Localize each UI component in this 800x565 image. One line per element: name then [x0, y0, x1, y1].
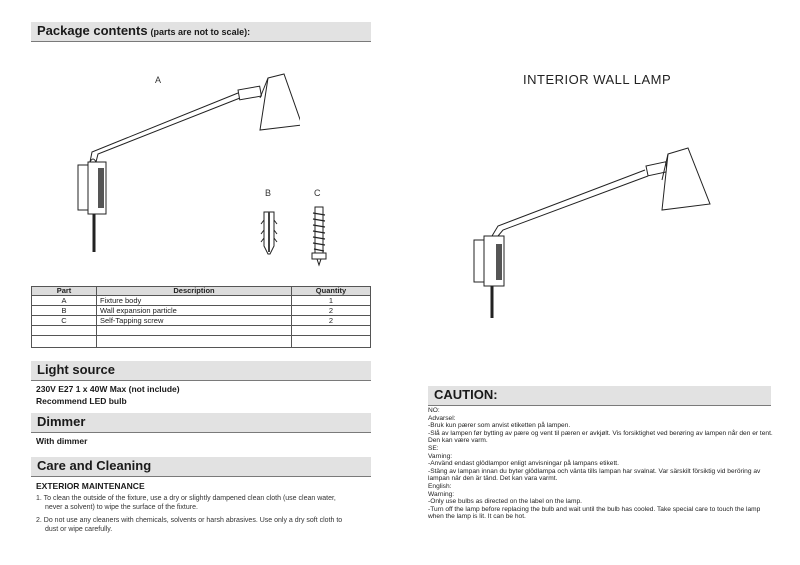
caution-line: Warning: [428, 490, 455, 498]
part-label-c: C [314, 188, 321, 198]
package-contents-title: Package contents (parts are not to scale): [37, 23, 251, 38]
cell-part [32, 336, 97, 348]
part-label-b: B [265, 188, 272, 198]
cell-quantity: 1 [292, 296, 371, 306]
dimmer-title: Dimmer [37, 414, 86, 429]
wall-anchor-illustration [258, 208, 280, 258]
cell-quantity: 2 [292, 316, 371, 326]
cell-description: Self-Tapping screw [97, 316, 292, 326]
cell-description: Fixture body [97, 296, 292, 306]
caution-line: -Stäng av lampan innan du byter glödlampa och vänta tills lampan har svalnat. Var särskilt försiktig vid beröring av lampan när den är tänd. Det kan vara varmt. [428, 467, 761, 483]
caution-line: -Turn off the lamp before replacing the bulb and wait until the bulb has cooled. Take special care to touch the lamp when the lamp is lit. It can be hot. [428, 505, 761, 521]
caution-line: -Bruk kun pærer som anvist etiketten på lampen. [428, 422, 571, 430]
light-source-recommendation: Recommend LED bulb [36, 396, 127, 406]
parts-table [31, 286, 371, 348]
caution-header [428, 386, 771, 406]
table-row [32, 336, 371, 348]
cell-description [97, 336, 292, 348]
product-title: INTERIOR WALL LAMP [523, 72, 672, 87]
screw-illustration [308, 205, 330, 267]
caution-line: NO: [428, 407, 440, 414]
cell-part [32, 326, 97, 336]
package-contents-note: (parts are not to scale): [150, 27, 251, 37]
cell-part: B [32, 306, 97, 316]
package-contents-header [31, 22, 371, 42]
cell-quantity [292, 336, 371, 348]
col-header-part: Part [32, 287, 97, 296]
caution-line: SE: [428, 444, 439, 452]
care-cleaning-header [31, 457, 371, 477]
table-row [32, 316, 371, 326]
cell-quantity: 2 [292, 306, 371, 316]
table-header-row [32, 287, 371, 296]
caution-title: CAUTION: [434, 387, 498, 402]
caution-line: Advarsel: [428, 414, 456, 422]
care-item-2 [36, 516, 381, 534]
care-cleaning-title: Care and Cleaning [37, 458, 152, 473]
care-item-1 [36, 494, 381, 512]
caution-line: -Only use bulbs as directed on the label on the lamp. [428, 498, 582, 506]
care-item-1-line-1: 1. To clean the outside of the fixture, use a dry or slightly dampened clean cloth (use clean water, [36, 495, 336, 502]
caution-line: Varning: [428, 452, 453, 460]
care-item-1-line-2: never a solvent) to wipe the surface of the fixture. [45, 504, 198, 511]
light-source-header [31, 361, 371, 381]
dimmer-text: With dimmer [36, 436, 88, 446]
care-item-2-line-1: 2. Do not use any cleaners with chemicals, solvents or harsh abrasives. Use only a dry soft cloth to [36, 517, 343, 524]
table-row [32, 306, 371, 316]
cell-part: C [32, 316, 97, 326]
caution-body [428, 407, 773, 521]
caution-line: English: [428, 482, 452, 490]
cell-description: Wall expansion particle [97, 306, 292, 316]
wall-lamp-illustration [470, 140, 730, 320]
light-source-spec: 230V E27 1 x 40W Max (not include) [36, 384, 180, 394]
light-source-title: Light source [37, 362, 116, 377]
exterior-maintenance-subtitle: EXTERIOR MAINTENANCE [36, 481, 145, 491]
table-row [32, 326, 371, 336]
cell-part: A [32, 296, 97, 306]
table-row [32, 296, 371, 306]
part-label-a: A [155, 75, 162, 85]
dimmer-header [31, 413, 371, 433]
caution-line: -Slå av lampen før bytting av pære og vent til pæren er avkjølt. Vis forsiktighet ved berøring av lampen når den er tent. Den kan være varm. [428, 429, 773, 445]
cell-description [97, 326, 292, 336]
care-item-2-line-2: dust or wipe carefully. [45, 526, 113, 533]
caution-line: -Använd endast glödlampor enligt anvisningar på lampans etikett. [428, 460, 619, 468]
col-header-quantity: Quantity [292, 287, 371, 296]
col-header-description: Description [97, 287, 292, 296]
cell-quantity [292, 326, 371, 336]
